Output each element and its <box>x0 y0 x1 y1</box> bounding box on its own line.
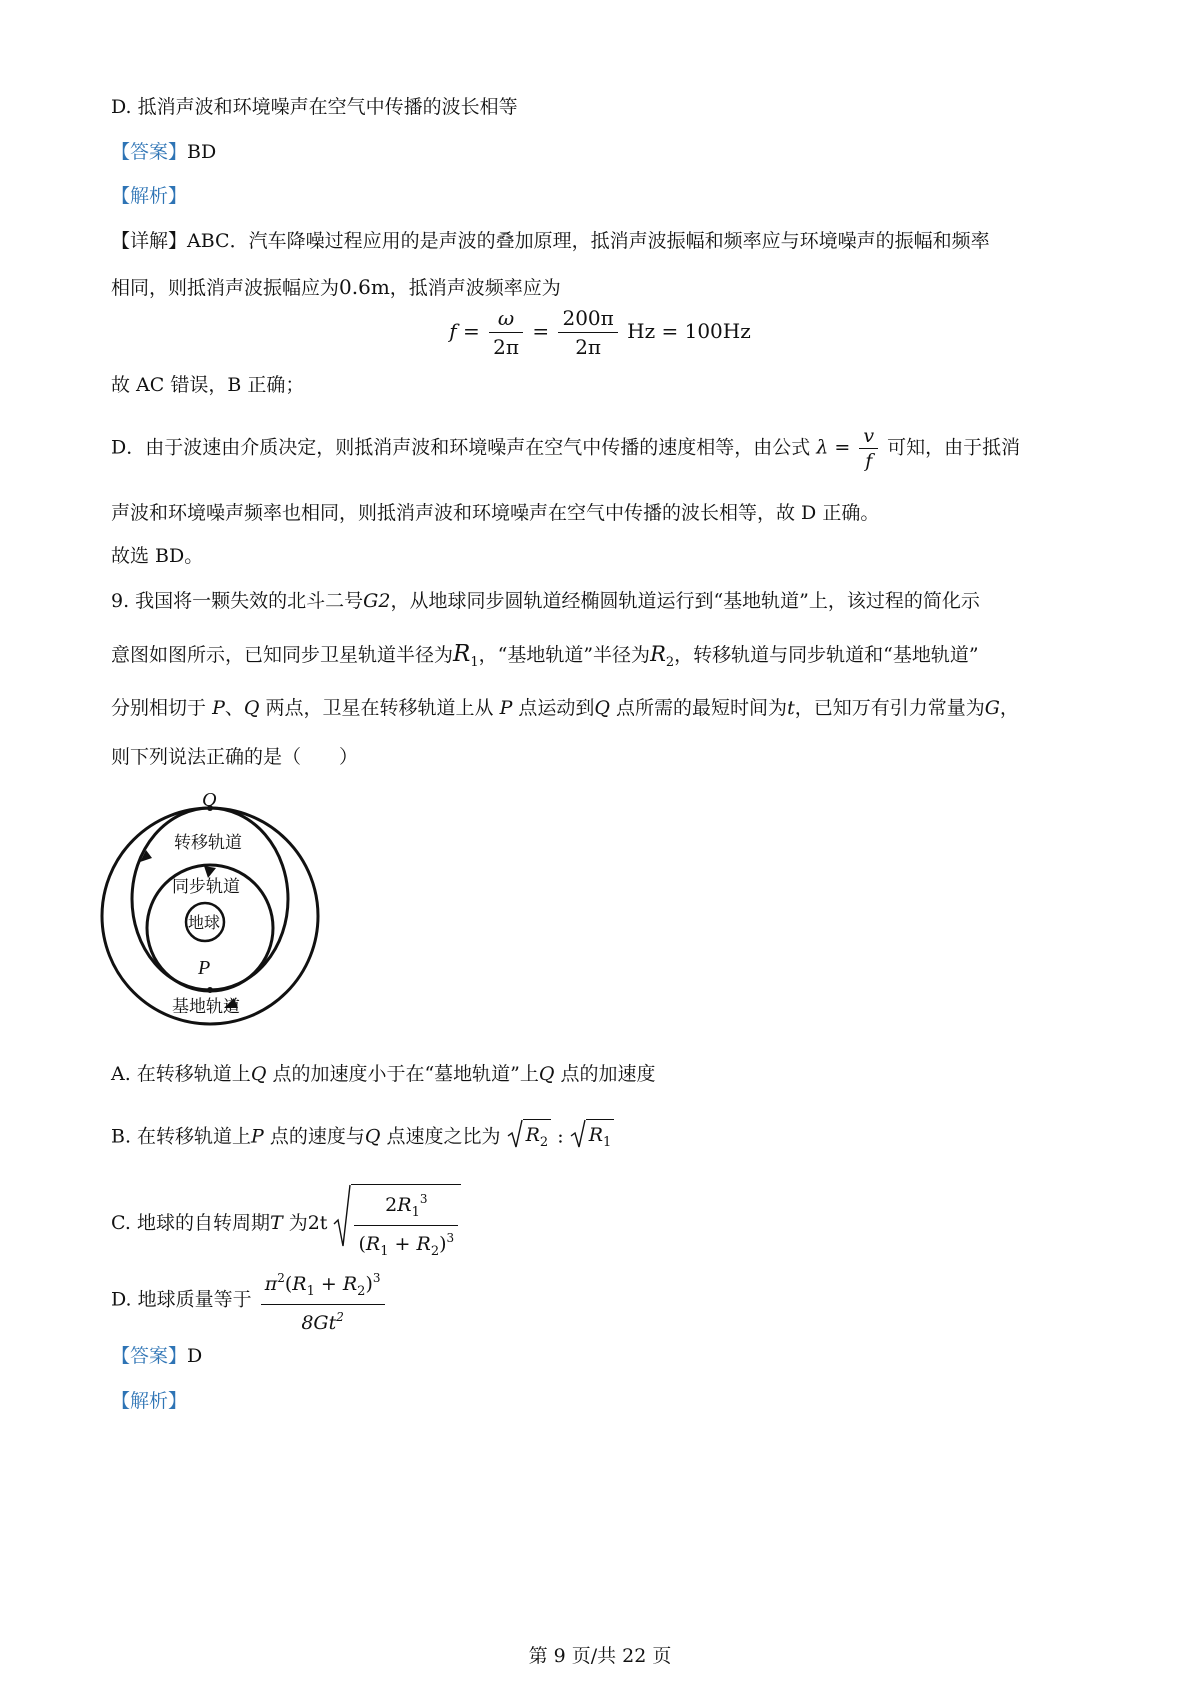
fraction-c <box>354 1187 458 1264</box>
var-T: T <box>269 1212 283 1234</box>
sub-1: 1 <box>306 1284 315 1299</box>
text-seg: 声波和环境噪声频率也相同，则抵消声波和环境噪声在空气中传播的波长相等，故 D 正确。 <box>111 502 880 524</box>
text-seg: D. 地球质量等于 <box>111 1288 252 1311</box>
label-transfer: 转移轨道 <box>174 833 242 853</box>
den-text: 8Gt <box>301 1312 337 1334</box>
text-seg: D．由于波速由介质决定，则抵消声波和环境噪声在空气中传播的速度相等，由公式 <box>111 436 811 459</box>
point-Q: Q <box>364 1125 381 1148</box>
point-Q: Q <box>250 1063 267 1085</box>
text-seg: 点运动到 <box>518 697 595 719</box>
sqrt-r2 <box>507 1119 552 1156</box>
answer-block-2 <box>111 1343 202 1369</box>
text-seg: 9. 我国将一颗失效的北斗二号 <box>111 590 364 612</box>
fraction-200pi <box>558 304 617 361</box>
text-seg: 点的速度与 <box>269 1125 365 1148</box>
sub-2: 2 <box>539 1135 549 1150</box>
point-Q: Q <box>243 697 260 719</box>
coef: 2 <box>385 1194 398 1216</box>
text-seg: ，从地球同步圆轨道经椭圆轨道运行到“基地轨道”上，该过程的简化示 <box>390 590 980 612</box>
var-R: R <box>416 1233 431 1255</box>
var-R: R <box>365 1233 381 1255</box>
denominator: 2π <box>575 335 602 359</box>
var-R: R <box>525 1124 540 1146</box>
plus: + <box>394 1233 411 1255</box>
plus: + <box>320 1273 337 1295</box>
answer-tag: 【答案】 <box>111 141 188 163</box>
option-c <box>111 1184 461 1264</box>
text-seg: ，转移轨道与同步轨道和“基地轨道” <box>674 644 979 666</box>
denominator: 2π <box>493 335 519 359</box>
analysis-tag: 【解析】 <box>111 185 188 207</box>
sqrt-r1 <box>570 1119 615 1156</box>
satellite-name: G2 <box>363 590 391 612</box>
sup-2: 2 <box>336 1310 344 1324</box>
coef-2t: 2t <box>307 1212 328 1234</box>
answer-tag: 【答案】 <box>111 1345 188 1367</box>
question-9-line-1 <box>111 588 980 614</box>
point-P: P <box>499 697 513 719</box>
option-d-previous <box>111 94 518 120</box>
var-R: R <box>453 641 471 667</box>
numerator <box>354 1187 458 1226</box>
text-seg: 故 AC 错误，B 正确； <box>111 374 305 396</box>
label-q: Q <box>202 790 217 811</box>
page-footer: 第 9 页/共 22 页 <box>528 1645 672 1667</box>
sub-2: 2 <box>665 655 675 670</box>
paren-close: ) <box>365 1273 373 1295</box>
var-t: t <box>787 697 795 719</box>
var-R: R <box>588 1124 603 1146</box>
text-seg: 故选 BD。 <box>111 545 204 567</box>
point-P: P <box>212 697 225 719</box>
detail-line <box>111 228 990 254</box>
analysis-heading <box>111 183 187 209</box>
var-R: R <box>397 1194 412 1216</box>
choose-line <box>111 543 203 569</box>
question-9-line-4 <box>111 744 358 770</box>
var-R: R <box>342 1273 358 1295</box>
sub-2: 2 <box>430 1244 440 1259</box>
text-seg: 分别相切于 <box>111 697 207 719</box>
detail-text: ABC．汽车降噪过程应用的是声波的叠加原理，抵消声波振幅和频率应与环境噪声的振幅和频率 <box>187 230 990 252</box>
ratio-colon: : <box>557 1125 564 1148</box>
text-seg: ，已知万有引力常量为 <box>794 697 985 719</box>
sub-1: 1 <box>380 1244 389 1259</box>
text-seg: C. 地球的自转周期 <box>111 1212 270 1234</box>
denominator: f <box>865 450 873 472</box>
var-G: G <box>984 697 1000 719</box>
option-text: D. 抵消声波和环境噪声在空气中传播的波长相等 <box>111 96 518 118</box>
text-seg: ，抵消声波频率应为 <box>389 277 561 299</box>
eq-equals: = <box>462 319 480 343</box>
conclusion-line <box>111 372 304 398</box>
question-9-line-2 <box>111 641 979 676</box>
option-a <box>111 1061 656 1087</box>
text-seg: 点的加速度 <box>560 1063 656 1085</box>
option-b <box>111 1119 614 1156</box>
eq-equals: = <box>532 319 550 343</box>
sub-1: 1 <box>411 1205 420 1220</box>
text-seg: ，“基地轨道”半径为 <box>478 644 651 666</box>
label-p: P <box>198 957 211 979</box>
fraction-omega <box>489 304 523 361</box>
denominator <box>354 1226 458 1264</box>
text-seg: A. 在转移轨道上 <box>111 1063 251 1085</box>
text-seg: 可知，由于抵消 <box>887 436 1021 459</box>
numerator <box>261 1266 385 1305</box>
fraction-v-over-f <box>859 424 878 473</box>
sub-1: 1 <box>603 1135 612 1150</box>
var-R: R <box>650 642 666 666</box>
answer-block <box>111 139 216 165</box>
orbit-diagram <box>100 790 340 1040</box>
eq-f: f <box>449 319 457 343</box>
text-seg: 、 <box>224 697 244 719</box>
sup-3: 3 <box>419 1192 428 1206</box>
question-9-line-3 <box>111 695 1019 721</box>
var-R: R <box>292 1273 307 1295</box>
text-seg: 则下列说法正确的是（ ） <box>111 746 359 768</box>
sub-2: 2 <box>357 1284 366 1299</box>
lambda-symbol: λ = <box>816 436 851 459</box>
text-seg: ， <box>999 697 1019 719</box>
sup-2: 2 <box>277 1271 285 1285</box>
eq-result: Hz = 100Hz <box>627 319 751 343</box>
paren-close: ) <box>439 1233 447 1255</box>
point-P: P <box>251 1125 264 1148</box>
denominator <box>261 1305 385 1335</box>
point-Q: Q <box>594 697 610 719</box>
label-earth: 地球 <box>188 913 221 932</box>
analysis-heading-2 <box>111 1388 187 1414</box>
text-seg: 点所需的最短时间为 <box>616 697 788 719</box>
detail-line-2 <box>111 274 561 301</box>
frequency-equation <box>0 304 1200 361</box>
label-sync: 同步轨道 <box>172 877 240 897</box>
text-seg: B. 在转移轨道上 <box>111 1125 252 1148</box>
pi: π <box>264 1273 278 1295</box>
numerator: v <box>859 424 878 449</box>
analysis-tag: 【解析】 <box>111 1390 188 1412</box>
paren-open: ( <box>284 1273 293 1295</box>
answer-value: D <box>187 1345 203 1367</box>
answer-value: BD <box>187 141 217 163</box>
point-p-dot <box>207 987 213 993</box>
text-seg: 相同，则抵消声波振幅应为 <box>111 277 340 299</box>
detail-d-line <box>111 424 1020 473</box>
point-Q: Q <box>538 1063 555 1085</box>
detail-tag: 【详解】 <box>111 230 188 252</box>
sup-3: 3 <box>372 1271 381 1285</box>
option-d <box>111 1266 388 1335</box>
text-seg: 为 <box>288 1212 308 1234</box>
numerator: 200π <box>558 304 617 333</box>
text-seg: 意图如图所示，已知同步卫星轨道半径为 <box>111 644 454 666</box>
sqrt-fraction <box>333 1184 461 1264</box>
numerator: ω <box>489 304 523 333</box>
amplitude-value: 0.6m <box>339 275 390 299</box>
detail-d-line-2 <box>111 500 879 526</box>
text-seg: 点的加速度小于在“墓地轨道”上 <box>272 1063 539 1085</box>
sup-3: 3 <box>446 1231 455 1245</box>
paren-open: ( <box>358 1233 366 1255</box>
label-base: 基地轨道 <box>172 997 240 1017</box>
fraction-d <box>261 1266 385 1335</box>
text-seg: 两点，卫星在转移轨道上从 <box>265 697 494 719</box>
sub-1: 1 <box>470 655 479 670</box>
text-seg: 点速度之比为 <box>386 1125 501 1148</box>
